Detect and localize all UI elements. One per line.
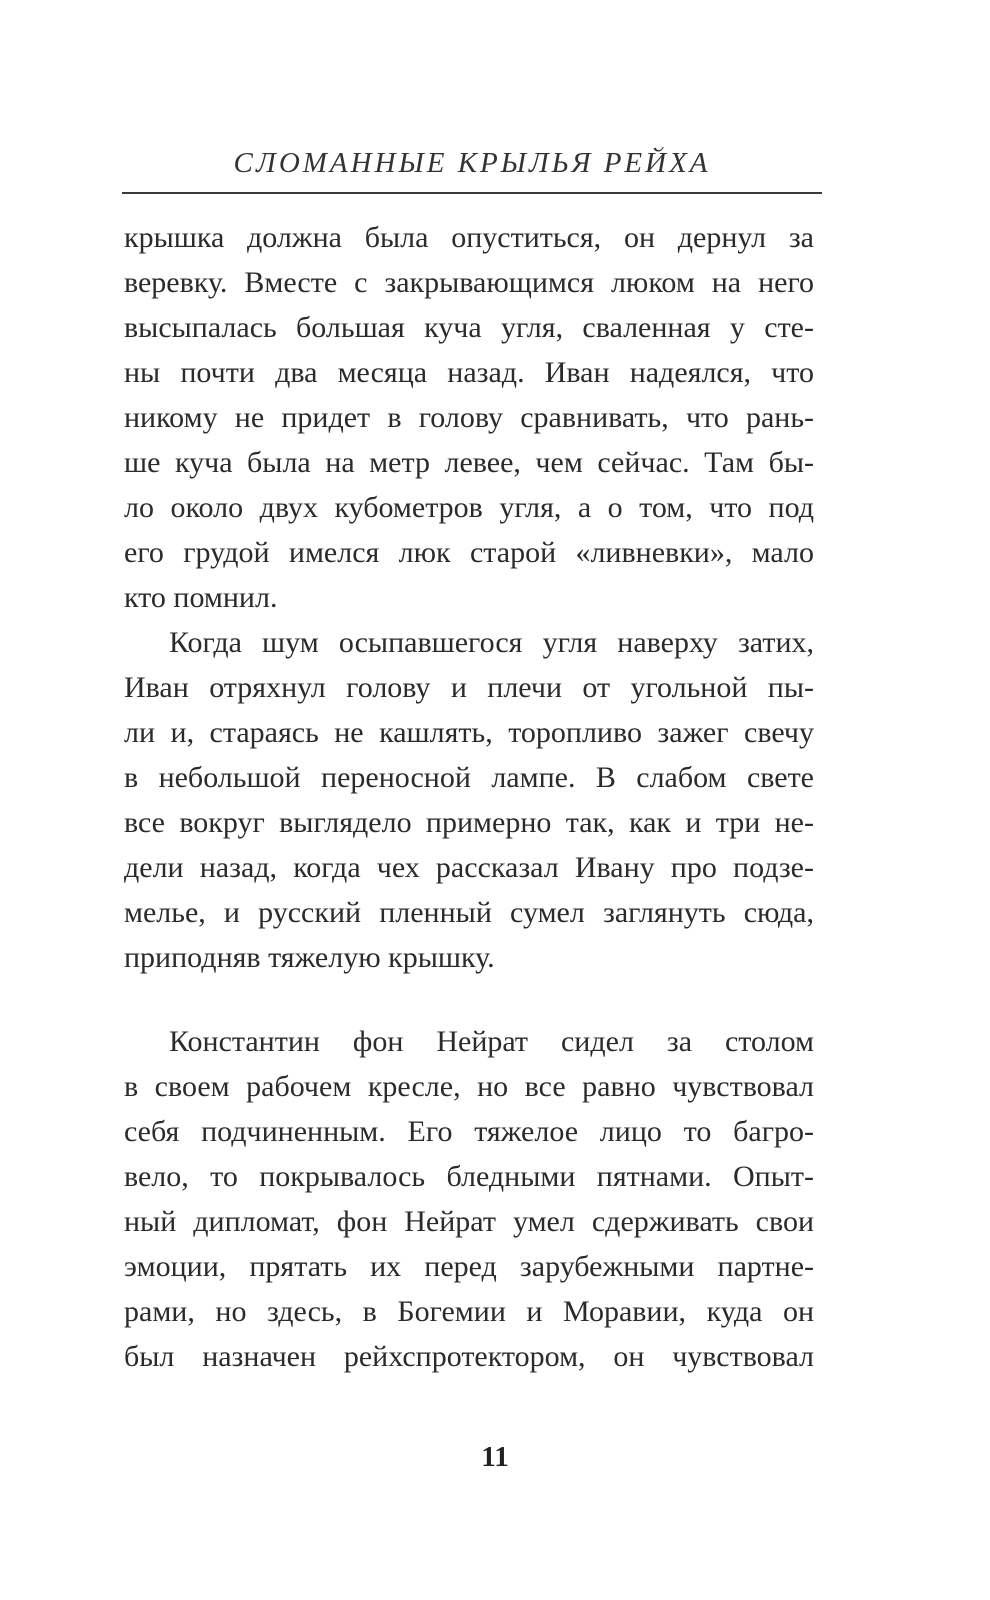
text-line: Когда шум осыпавшегося угля наверху затих, xyxy=(169,626,814,659)
running-head: СЛОМАННЫЕ КРЫЛЬЯ РЕЙХА xyxy=(233,147,711,179)
text-line: его грудой имелся люк старой «ливневки», мало xyxy=(124,536,814,569)
text-line: ны почти два месяца назад. Иван надеялся, что xyxy=(124,356,814,389)
text-line: ше куча была на метр левее, чем сейчас. Там бы- xyxy=(124,446,814,479)
text-line: ный дипломат, фон Нейрат умел сдерживать свои xyxy=(124,1205,814,1238)
text-line: в своем рабочем кресле, но все равно чувствовал xyxy=(124,1070,814,1103)
text-line: веревку. Вместе с закрывающимся люком на него xyxy=(124,266,814,299)
text-line: рами, но здесь, в Богемии и Моравии, куда он xyxy=(124,1295,814,1328)
text-line: был назначен рейхспротектором, он чувствовал xyxy=(124,1340,814,1373)
text-line: приподняв тяжелую крышку. xyxy=(124,941,495,974)
text-line: Константин фон Нейрат сидел за столом xyxy=(169,1025,814,1058)
text-line: ло около двух кубометров угля, а о том, что под xyxy=(124,491,814,524)
text-line: мелье, и русский пленный сумел заглянуть сюда, xyxy=(124,896,814,929)
text-line: вело, то покрывалось бледными пятнами. Опыт- xyxy=(124,1160,814,1193)
page-number: 11 xyxy=(481,1441,509,1473)
text-line: все вокруг выглядело примерно так, как и три не- xyxy=(124,806,814,839)
text-line: эмоции, прятать их перед зарубежными партне- xyxy=(124,1250,814,1283)
text-line: в небольшой переносной лампе. В слабом свете xyxy=(124,761,814,794)
text-line: никому не придет в голову сравнивать, что рань- xyxy=(124,401,814,434)
text-line: кто помнил. xyxy=(124,581,278,614)
text-line: высыпалась большая куча угля, сваленная у сте- xyxy=(124,311,814,344)
text-line: себя подчиненным. Его тяжелое лицо то багро- xyxy=(124,1115,814,1148)
header-rule xyxy=(122,192,822,194)
text-line: крышка должна была опуститься, он дернул за xyxy=(124,221,814,254)
text-line: Иван отряхнул голову и плечи от угольной пы- xyxy=(124,671,814,704)
text-line: дели назад, когда чех рассказал Ивану про подзе- xyxy=(124,851,814,884)
text-line: ли и, стараясь не кашлять, торопливо зажег свечу xyxy=(124,716,814,749)
